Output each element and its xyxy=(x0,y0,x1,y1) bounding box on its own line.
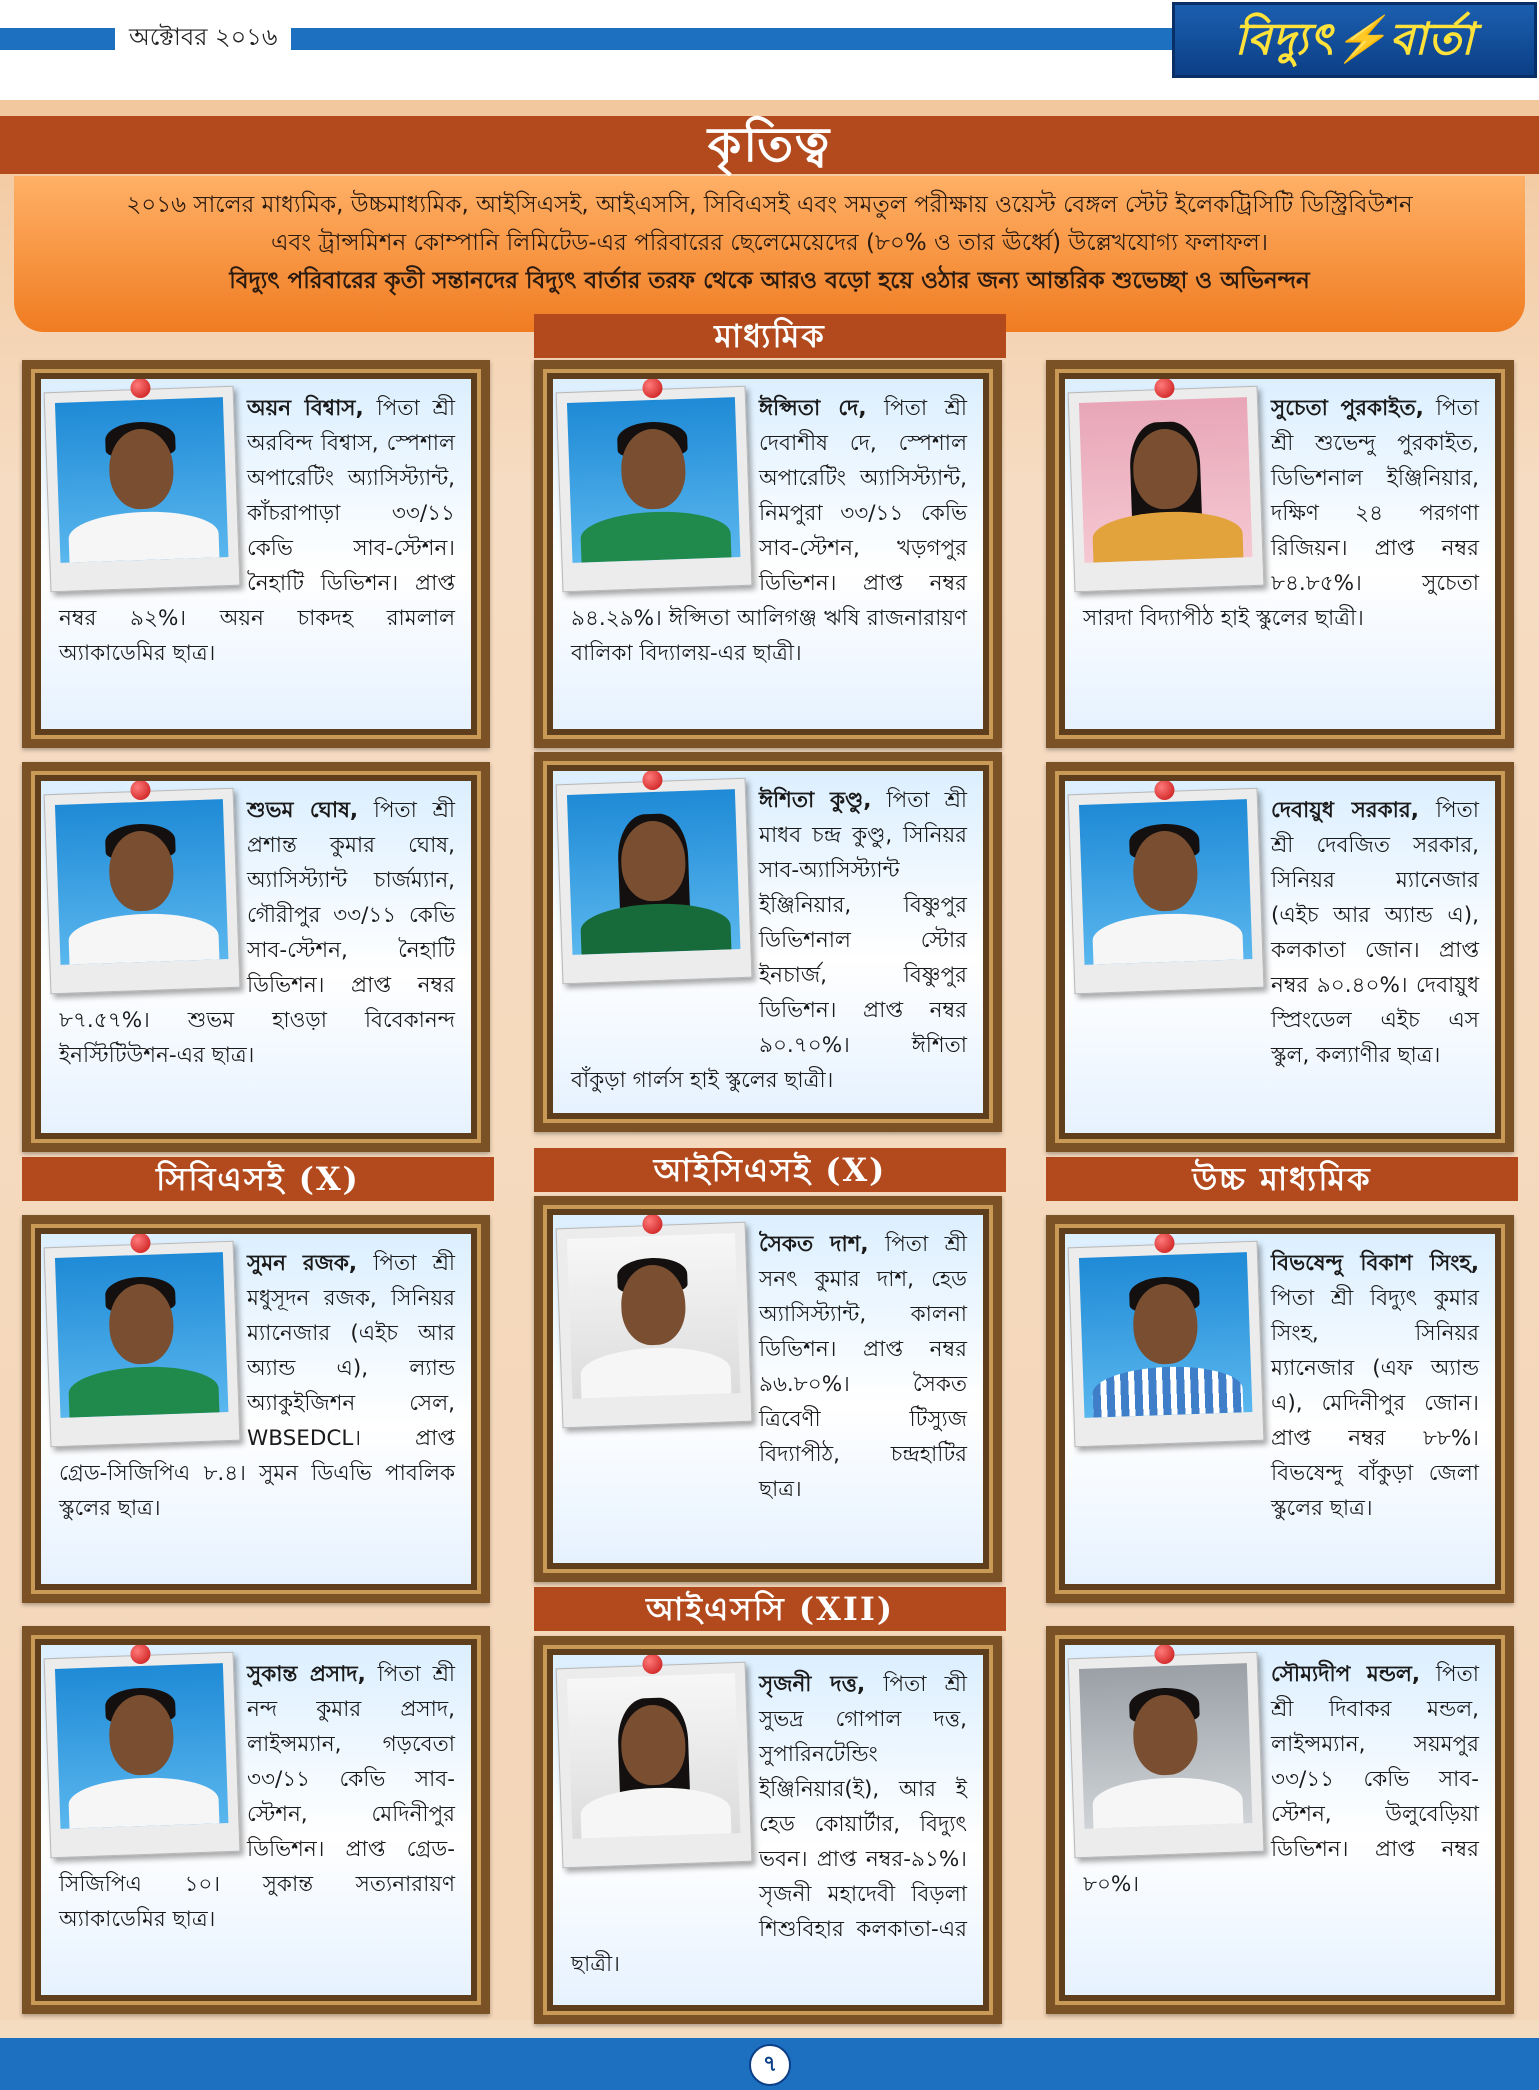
achiever-card xyxy=(1046,762,1514,1152)
section-cbse: সিবিএসই (X) xyxy=(22,1157,494,1201)
page-title: কৃতিত্ব xyxy=(0,116,1539,174)
student-details: পিতা শ্রী দিবাকর মন্ডল, লাইন্সম্যান, সয়মপুর ৩৩/১১ কেভি সাব-স্টেশন, উলুবেড়িয়া ডিভিশন। প্রাপ্ত নম্বর ৮০%। xyxy=(1083,1662,1479,1897)
achiever-card xyxy=(22,762,490,1152)
student-details: পিতা শ্রী প্রশান্ত কুমার ঘোষ, অ্যাসিস্ট্যান্ট চার্জম্যান, গৌরীপুর ৩৩/১১ কেভি সাব-স্টেশন, নৈহাটি ডিভিশন। প্রাপ্ত নম্বর ৮৭.৫৭%। শুভম হাওড়া বিবেকানন্দ ইনস্টিটিউশন-এর ছাত্র। xyxy=(59,798,455,1068)
achiever-card xyxy=(22,1215,490,1603)
student-name: সুমন রজক, xyxy=(247,1251,358,1276)
achiever-card xyxy=(534,360,1002,748)
intro-line-1: ২০১৬ সালের মাধ্যমিক, উচ্চমাধ্যমিক, আইসিএসই, আইএসসি, সিবিএসই এবং সমতুল পরীক্ষায় ওয়েস্ট বেঙ্গল স্টেট ইলেকট্রিসিটি ডিস্ট্রিবিউশন xyxy=(126,192,1413,218)
achiever-card xyxy=(22,1626,490,2014)
student-details: পিতা শ্রী অরবিন্দ বিশ্বাস, স্পেশাল অপারেটিং অ্যাসিস্ট্যান্ট, কাঁচরাপাড়া ৩৩/১১ কেভি সাব-স্টেশন। নৈহাটি ডিভিশন। প্রাপ্ত নম্বর ৯২%। অয়ন চাকদহ রামলাল অ্যাকাডেমির ছাত্র। xyxy=(59,396,455,666)
student-name: সৈকত দাশ, xyxy=(759,1232,869,1257)
student-details: পিতা শ্রী মাধব চন্দ্র কুণ্ডু, সিনিয়র সাব-অ্যাসিস্ট্যান্ট ইঞ্জিনিয়ার, বিষ্ণুপুর ডিভিশনাল স্টোর ইনচার্জ, বিষ্ণুপুর ডিভিশন। প্রাপ্ত নম্বর ৯০.৭০%। ঈশিতা বাঁকুড়া গার্লস হাই স্কুলের ছাত্রী। xyxy=(571,788,967,1093)
intro-line-3: বিদ্যুৎ পরিবারের কৃতী সন্তানদের বিদ্যুৎ বার্তার তরফ থেকে আরও বড়ো হয়ে ওঠার জন্য আন্তরিক শুভেচ্ছা ও অভিনন্দন xyxy=(229,268,1310,294)
achiever-card xyxy=(534,1636,1002,2024)
student-name: দেবায়ুধ সরকার, xyxy=(1271,798,1419,823)
student-name: শুভম ঘোষ, xyxy=(247,798,359,823)
student-name: বিভষেন্দু বিকাশ সিংহ, xyxy=(1271,1251,1479,1276)
achiever-card xyxy=(1046,1626,1514,2014)
student-details: পিতা শ্রী সনৎ কুমার দাশ, হেড অ্যাসিস্ট্যান্ট, কালনা ডিভিশন। প্রাপ্ত নম্বর ৯৬.৮০%। সৈকত ত্রিবেণী টিস্যুজ বিদ্যাপীঠ, চন্দ্রহাটির ছাত্র। xyxy=(759,1232,967,1502)
student-details: পিতা শ্রী মধুসূদন রজক, সিনিয়র ম্যানেজার (এইচ আর অ্যান্ড এ), ল্যান্ড অ্যাকুইজিশন সেল, WBSEDCL। প্রাপ্ত গ্রেড-সিজিপিএ ৮.৪। সুমন ডিএভি পাবলিক স্কুলের ছাত্র। xyxy=(59,1251,455,1521)
section-hs: উচ্চ মাধ্যমিক xyxy=(1046,1157,1518,1201)
logo-part1: বিদ্যুৎ xyxy=(1234,14,1334,65)
section-isc: আইএসসি (XII) xyxy=(534,1587,1006,1631)
intro-box xyxy=(14,176,1525,332)
student-details: পিতা শ্রী সুভদ্র গোপাল দত্ত, সুপারিনটেন্ডিং ইঞ্জিনিয়ার(ই), আর ই হেড কোয়ার্টার, বিদ্যুৎ ভবন। প্রাপ্ত নম্বর-৯১%। সৃজনী মহাদেবী বিড়লা শিশুবিহার কলকাতা-এর ছাত্রী। xyxy=(571,1672,968,1977)
student-details: পিতা শ্রী নন্দ কুমার প্রসাদ, লাইন্সম্যান, গড়বেতা ৩৩/১১ কেভি সাব-স্টেশন, মেদিনীপুর ডিভিশন। প্রাপ্ত গ্রেড-সিজিপিএ ১০। সুকান্ত সত্যনারায়ণ অ্যাকাডেমির ছাত্র। xyxy=(59,1662,456,1932)
page-number: ৭ xyxy=(749,2044,791,2086)
lightning-icon: ⚡ xyxy=(1333,14,1390,65)
student-details: পিতা শ্রী দেবাশীষ দে, স্পেশাল অপারেটিং অ্যাসিস্ট্যান্ট, নিমপুরা ৩৩/১১ কেভি সাব-স্টেশন, খড়গপুর ডিভিশন। প্রাপ্ত নম্বর ৯৪.২৯%। ঈপ্সিতা আলিগঞ্জ ঋষি রাজনারায়ণ বালিকা বিদ্যালয়-এর ছাত্রী। xyxy=(571,396,967,666)
achiever-card xyxy=(22,360,490,748)
achiever-card xyxy=(1046,360,1514,748)
achiever-card xyxy=(534,1196,1002,1582)
achiever-card xyxy=(1046,1215,1514,1603)
student-name: সুকান্ত প্রসাদ, xyxy=(247,1662,366,1687)
student-name: অয়ন বিশ্বাস, xyxy=(247,396,364,421)
intro-line-2: এবং ট্রান্সমিশন কোম্পানি লিমিটেড-এর পরিবারের ছেলেমেয়েদের (৮০% ও তার ঊর্ধ্বে) উল্লেখযোগ্য ফলাফল। xyxy=(270,230,1269,256)
student-name: সৌম্যদীপ মন্ডল, xyxy=(1271,1662,1421,1687)
student-name: ঈপ্সিতা দে, xyxy=(759,396,867,421)
student-details: পিতা শ্রী শুভেন্দু পুরকাইত, ডিভিশনাল ইঞ্জিনিয়ার, দক্ষিণ ২৪ পরগণা রিজিয়ন। প্রাপ্ত নম্বর ৮৪.৮৫%। সুচেতা সারদা বিদ্যাপীঠ হাই স্কুলের ছাত্রী। xyxy=(1083,396,1479,631)
magazine-logo xyxy=(1172,2,1537,78)
issue-date: অক্টোবর ২০১৬ xyxy=(115,18,291,56)
student-name: সুচেতা পুরকাইত, xyxy=(1271,396,1424,421)
achiever-card xyxy=(534,752,1002,1132)
student-details: পিতা শ্রী বিদ্যুৎ কুমার সিংহ, সিনিয়র ম্যানেজার (এফ অ্যান্ড এ), মেদিনীপুর জোন। প্রাপ্ত নম্বর ৮৮%। বিভষেন্দু বাঁকুড়া জেলা স্কুলের ছাত্র। xyxy=(1271,1286,1479,1521)
student-name: ঈশিতা কুণ্ডু, xyxy=(759,788,872,813)
student-details: পিতা শ্রী দেবজিত সরকার, সিনিয়র ম্যানেজার (এইচ আর অ্যান্ড এ), কলকাতা জোন। প্রাপ্ত নম্বর ৯০.৪০%। দেবায়ুধ স্প্রিংডেল এইচ এস স্কুল, কল্যাণীর ছাত্র। xyxy=(1271,798,1479,1068)
section-icse: আইসিএসই (X) xyxy=(534,1148,1006,1192)
logo-part2: বার্তা xyxy=(1389,14,1475,65)
student-name: সৃজনী দত্ত, xyxy=(759,1672,866,1697)
section-madhyamik: মাধ্যমিক xyxy=(534,314,1006,358)
